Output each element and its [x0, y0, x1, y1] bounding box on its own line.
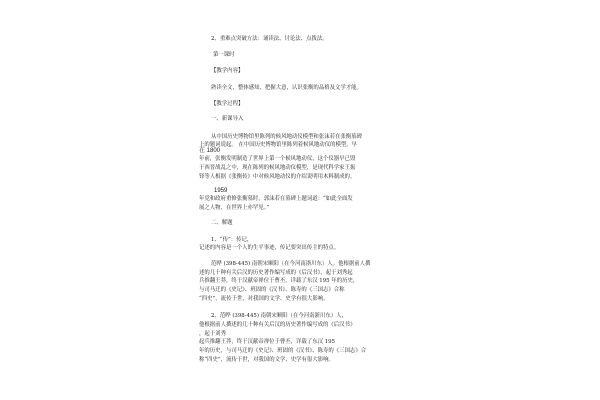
body-text-line: 他根据前人撰述的几十种有关后汉的历史著作编写成的《后汉书》 [199, 322, 356, 328]
body-text-line: 上的题词说起。 在中国历史博物馆里陈列着候风地动仪的模型。早 [199, 142, 358, 148]
body-text-line: 称“四史”，流传于世，对我国的文学、史学有很大影响。 [199, 357, 334, 363]
body-text-line: 与司马迁的《史记》、班固的《汉书》、陈寿的《三国志》合称 [199, 287, 345, 293]
body-text-line: 铎等人根据《张衡传》中对候风地动仪的介绍说明用木料制成的。 [199, 174, 356, 180]
body-text-line: 兵推翻王莽，终于汉献帝禅位于曹丕，详载了东汉 195 年的历史， [199, 278, 359, 284]
body-text-line: 于西晋战乱之中，现在陈列的候风地动仪模型，是现代科学家王振 [199, 165, 356, 171]
body-text-line: “四史”，流传于世，对我国的文学、史学有很大影响。 [199, 296, 329, 302]
body-text-line: 年的历史，与司马迁的《史记》、班固的《汉书》、陈寿的《三国志》合 [199, 348, 367, 354]
method-line: 2、重难点突破方法：诵读法、讨论法、点拨法。 [211, 36, 328, 42]
body-text-line: 年党和政府重修张衡墓时，郭沫若在墓碑上题词道：“如此全面发 [199, 196, 353, 202]
body-text-line: 1、“传”：传记， [211, 237, 253, 243]
subsection-title-analysis: 二、解题 [211, 220, 233, 226]
body-text-line: 从中国历史博物馆里陈列的候风地动仪模型和张沫若在张衡墓碑 [211, 134, 362, 140]
body-text-line: 在 1800 [199, 148, 221, 154]
section-heading-process: 【教学过程】 [211, 101, 244, 107]
body-text-line: 范晔 (398-445) 南朝宋顺阳（在今河南浙川东）人。他根据前人撰 [211, 261, 371, 267]
body-text-line: 2、范晔 (398-445) 南朝宋顺阳（在今河南浙川东）人， [211, 313, 347, 319]
body-text-line: 年前，张衡发明制造了世界上第一个候风地动仪，这个仪器早已毁 [199, 156, 356, 162]
body-text-line: 1959 [214, 188, 228, 194]
body-text-line: ，起于刘秀 [199, 331, 226, 337]
body-text-line: 起兵推翻王莽，终于汉献帝禅位于曹丕，详载了东汉 195 [199, 339, 335, 345]
body-text-line: 展之人物，在世界上亦罕见。” [199, 205, 270, 211]
body-text-line: 记述的内容是一个人的生平事迹，传记要突出传主的特点。 [199, 245, 340, 251]
lesson-heading: 第一课时 [213, 52, 235, 58]
section-heading-content: 【教学内容】 [211, 68, 244, 74]
content-line: 熟读全文，整体感知，把握大意，认识张衡的品格及文学才能。 [211, 85, 362, 91]
subsection-intro: 一、新课导入 [211, 116, 244, 122]
body-text-line: 述的几十种有关后汉的历史著作编写成的《后汉书》，起于刘秀起 [199, 270, 353, 276]
